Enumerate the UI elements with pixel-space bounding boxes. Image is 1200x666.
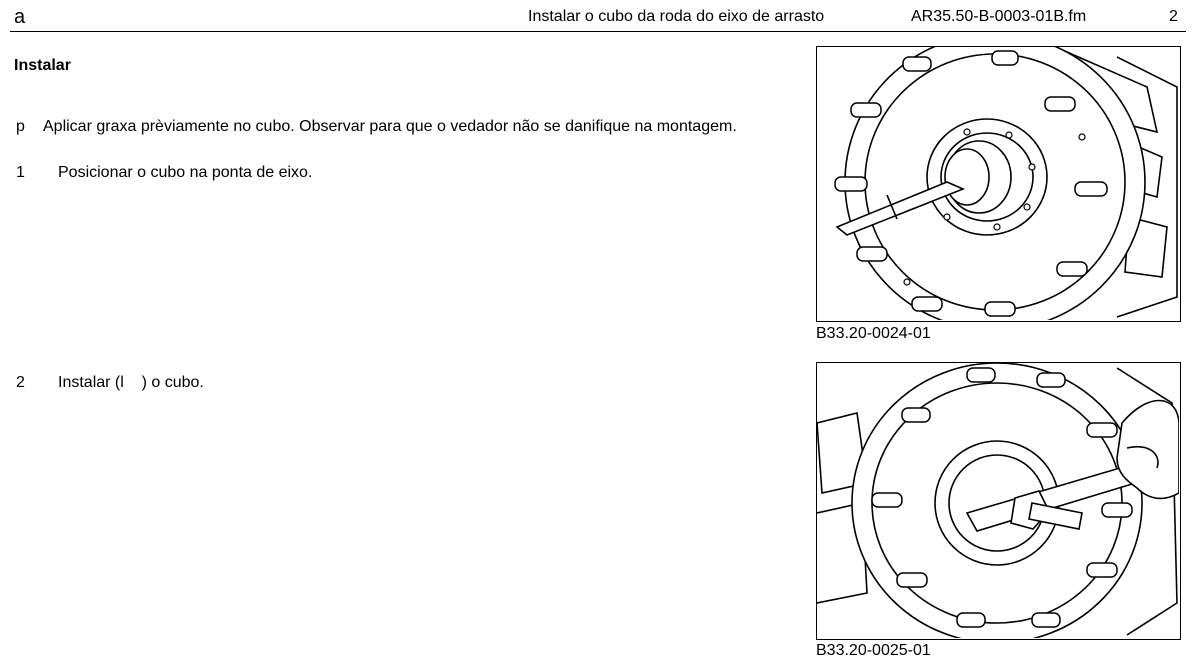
step-number: 1 bbox=[16, 164, 25, 181]
header-divider bbox=[10, 31, 1186, 32]
figure-caption: B33.20-0025-01 bbox=[816, 642, 931, 659]
section-title: Instalar bbox=[14, 57, 71, 74]
note-text: Aplicar graxa prèviamente no cubo. Observar para que o vedador não se danifique na montagem. bbox=[43, 118, 737, 135]
hub-positioning-illustration bbox=[817, 47, 1179, 320]
figure-caption: B33.20-0024-01 bbox=[816, 325, 931, 342]
hub-tightening-wrench-illustration bbox=[817, 363, 1179, 638]
header-doc-id: AR35.50-B-0003-01B.fm bbox=[911, 8, 1087, 25]
figure-hub-tightening bbox=[816, 362, 1181, 640]
header-title: Instalar o cubo da roda do eixo de arrasto bbox=[528, 8, 825, 25]
step-number: 2 bbox=[16, 374, 25, 391]
figure-hub-positioning bbox=[816, 46, 1181, 322]
page-number: 2 bbox=[1169, 8, 1178, 25]
note-marker: p bbox=[16, 118, 25, 135]
step-text: Posicionar o cubo na ponta de eixo. bbox=[58, 164, 313, 181]
header-marker: a bbox=[14, 6, 26, 28]
step-text: Instalar (l ) o cubo. bbox=[58, 374, 204, 391]
